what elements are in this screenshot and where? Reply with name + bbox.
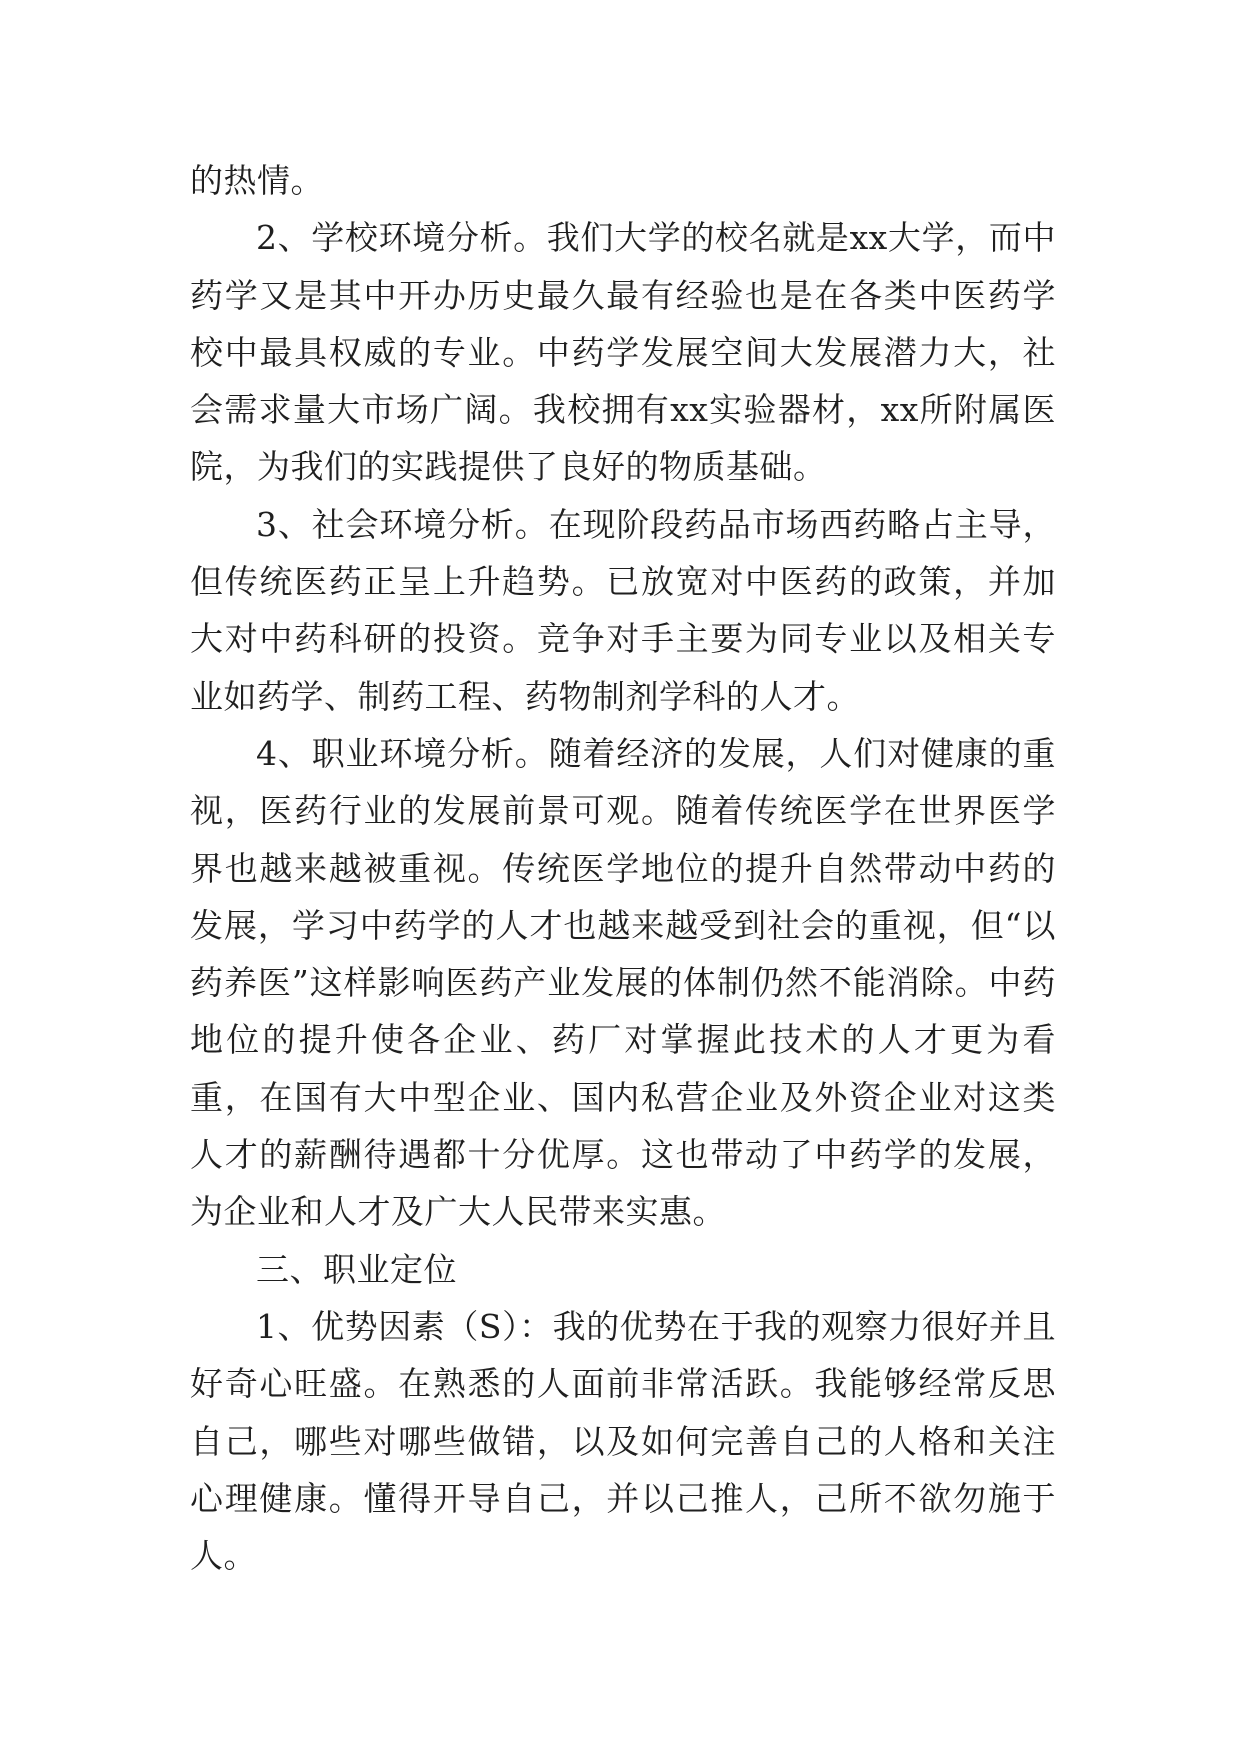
paragraph-continuation: 的热情。 bbox=[190, 161, 324, 200]
paragraph-social-environment: 3、社会环境分析。在现阶段药品市场西药略占主导，但传统医药正呈上升趋势。已放宽对中医药的政策，并加大对中药科研的投资。竞争对手主要为同专业以及相关专业如药学、制药工程、药物制剂学科的人才。 bbox=[190, 504, 1056, 716]
document-body bbox=[190, 152, 1056, 1584]
paragraph-career-environment: 4、职业环境分析。随着经济的发展，人们对健康的重视，医药行业的发展前景可观。随着传统医学在世界医学界也越来越被重视。传统医学地位的提升自然带动中药的发展，学习中药学的人才也越来越受到社会的重视，但“以药养医”这样影响医药产业发展的体制仍然不能消除。中药地位的提升使各企业、药厂对掌握此技术的人才更为看重，在国有大中型企业、国内私营企业及外资企业对这类人才的薪酬待遇都十分优厚。这也带动了中药学的发展，为企业和人才及广大人民带来实惠。 bbox=[190, 733, 1056, 1232]
section-heading-career-positioning: 三、职业定位 bbox=[256, 1249, 457, 1289]
paragraph-strengths: 1、优势因素（S）：我的优势在于我的观察力很好并且好奇心旺盛。在熟悉的人面前非常活跃。我能够经常反思自己，哪些对哪些做错，以及如何完善自己的人格和关注心理健康。懂得开导自己，并以己推人，己所不欲勿施于人。 bbox=[190, 1306, 1056, 1576]
paragraph-school-environment: 2、学校环境分析。我们大学的校名就是xx大学，而中药学又是其中开办历史最久最有经验也是在各类中医药学校中最具权威的专业。中药学发展空间大发展潜力大，社会需求量大市场广阔。我校拥有xx实验器材，xx所附属医院，为我们的实践提供了良好的物质基础。 bbox=[190, 218, 1056, 487]
